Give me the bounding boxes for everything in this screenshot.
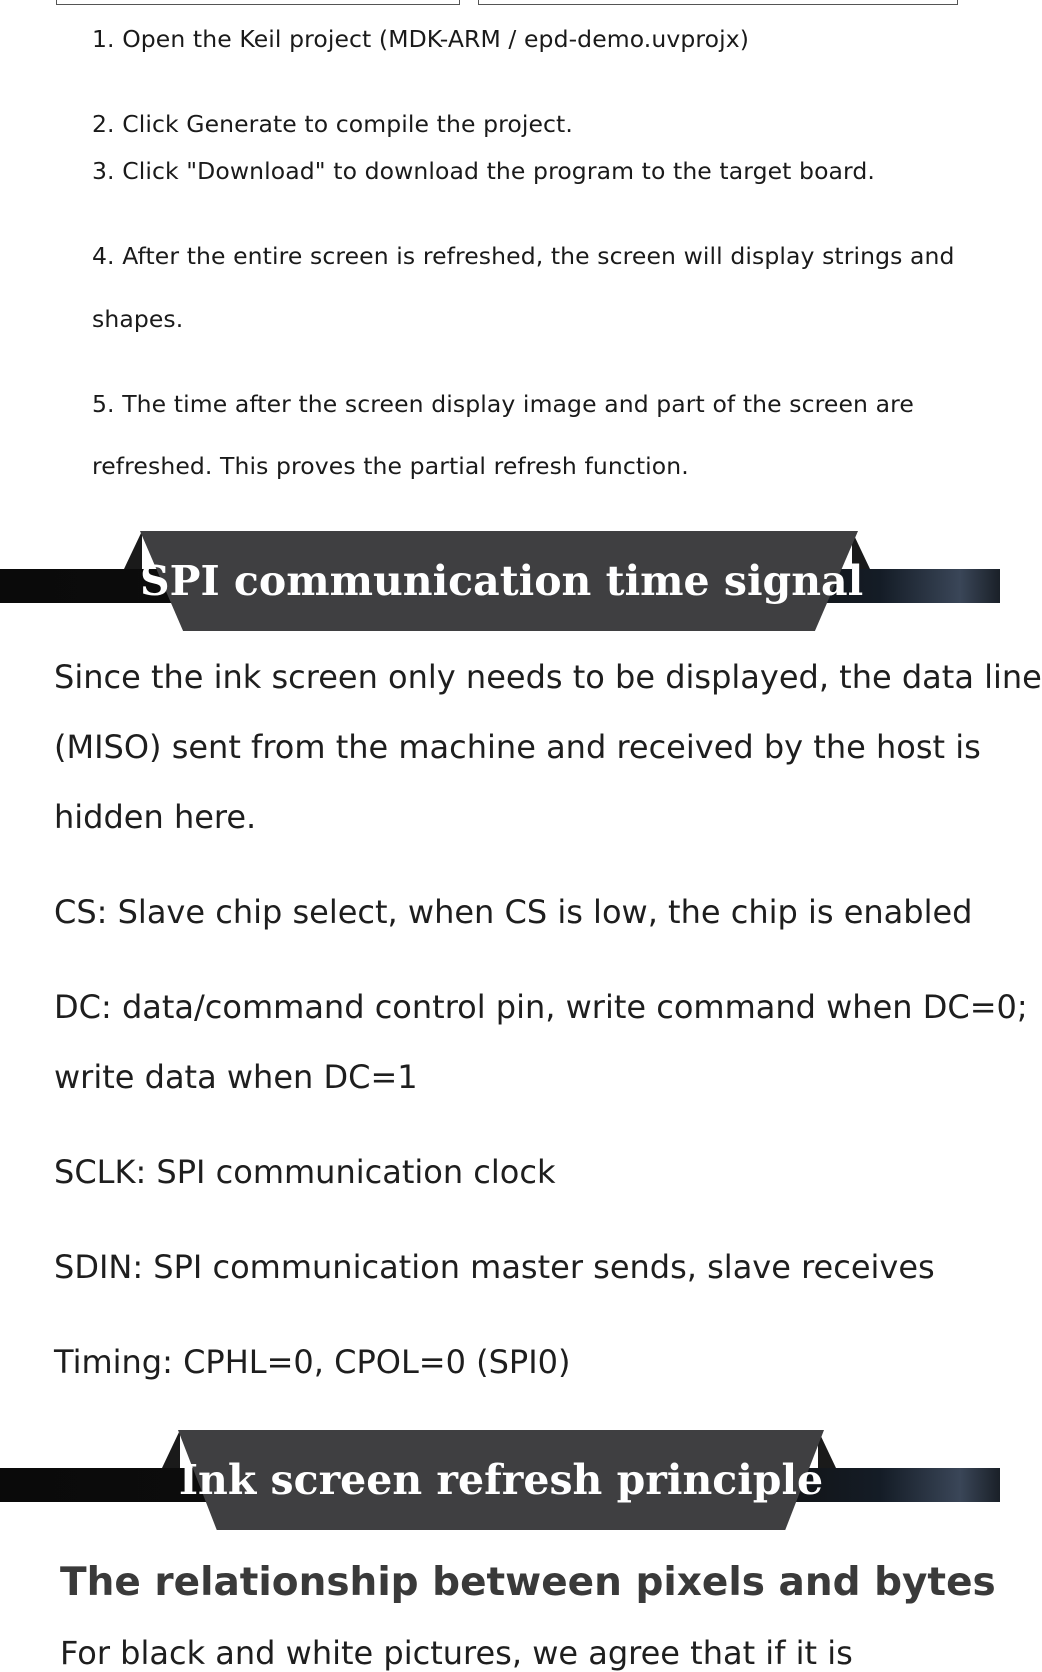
spi-paragraph-line-1: Since the ink screen only needs to be displayed, the data line xyxy=(54,658,1042,696)
step-4: 4. After the entire screen is refreshed, the screen will display strings and xyxy=(92,242,955,270)
pixels-bytes-heading: The relationship between pixels and bytes xyxy=(60,1560,996,1605)
dc-description: DC: data/command control pin, write command when DC=0; xyxy=(54,988,1028,1026)
section-banner-spi xyxy=(0,531,1000,631)
truncated-paragraph xyxy=(60,1634,940,1672)
spi-paragraph-line-3: hidden here. xyxy=(54,798,257,836)
step-4-continued: shapes. xyxy=(92,305,184,333)
dc-description-continued: write data when DC=1 xyxy=(54,1058,418,1096)
image-frame-right xyxy=(478,0,958,5)
banner-plate xyxy=(140,531,864,631)
section-title-spi: SPI communication time signal xyxy=(140,557,864,605)
step-5-continued: refreshed. This proves the partial refresh function. xyxy=(92,452,689,480)
sdin-description: SDIN: SPI communication master sends, slave receives xyxy=(54,1248,935,1286)
step-5: 5. The time after the screen display image and part of the screen are xyxy=(92,390,914,418)
sclk-description: SCLK: SPI communication clock xyxy=(54,1153,556,1191)
spi-paragraph-line-2: (MISO) sent from the machine and received by the host is xyxy=(54,728,981,766)
cs-description: CS: Slave chip select, when CS is low, the chip is enabled xyxy=(54,893,973,931)
step-2: 2. Click Generate to compile the project. xyxy=(92,110,573,138)
step-1: 1. Open the Keil project (MDK-ARM / epd-demo.uvprojx) xyxy=(92,25,750,53)
section-title-refresh: Ink screen refresh principle xyxy=(178,1456,824,1504)
banner-plate xyxy=(178,1430,824,1530)
truncated-paragraph-text: For black and white pictures, we agree that if it is xyxy=(60,1634,853,1672)
section-banner-refresh xyxy=(0,1430,1000,1530)
timing-description: Timing: CPHL=0, CPOL=0 (SPI0) xyxy=(54,1343,571,1381)
step-3: 3. Click "Download" to download the program to the target board. xyxy=(92,157,875,185)
image-frame-left xyxy=(56,0,460,5)
